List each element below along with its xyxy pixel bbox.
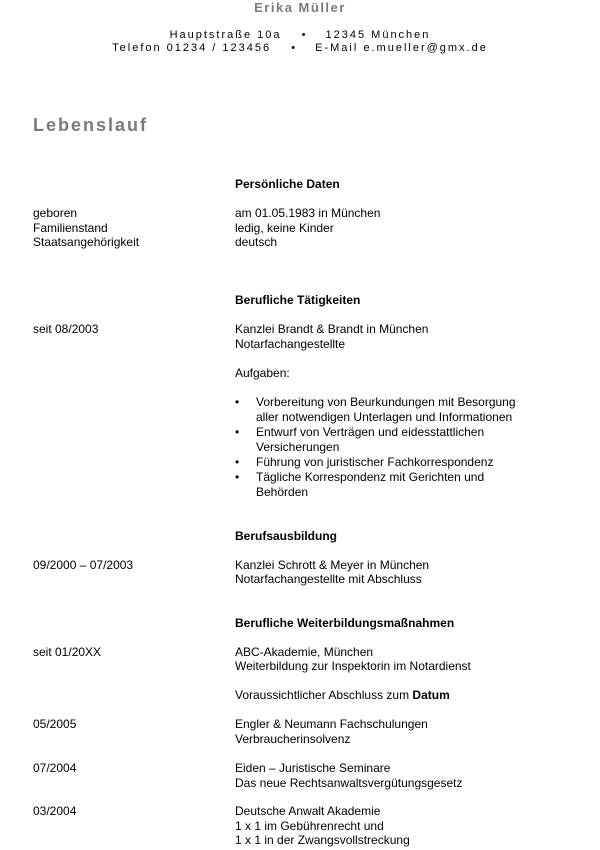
task-line: Behörden xyxy=(256,485,309,499)
training-line: Notarfachangestellte mit Abschluss xyxy=(235,572,422,586)
separator-dot: • xyxy=(291,42,296,54)
section-heading-personal: Persönliche Daten xyxy=(235,177,340,191)
further-line: Verbraucherinsolvenz xyxy=(235,732,351,746)
expected-prefix: Voraussichtlicher Abschluss zum xyxy=(235,688,413,702)
task-line: Vorbereitung von Beurkundungen mit Besorgung xyxy=(256,395,516,409)
further-date: seit 01/20XX xyxy=(33,645,102,659)
further-date: 05/2005 xyxy=(33,717,77,731)
training-line: Kanzlei Schrott & Meyer in München xyxy=(235,558,430,572)
further-line: Das neue Rechtsanwaltsvergütungsgesetz xyxy=(235,776,463,790)
document-title: Lebenslauf xyxy=(33,115,149,135)
work-employer: Kanzlei Brandt & Brandt in München xyxy=(235,322,429,336)
section-heading-training: Berufsausbildung xyxy=(235,529,338,543)
applicant-name: Erika Müller xyxy=(254,0,346,15)
training-date: 09/2000 – 07/2003 xyxy=(33,558,134,572)
bullet-icon: • xyxy=(235,470,240,484)
bullet-icon: • xyxy=(235,455,240,469)
personal-value: am 01.05.1983 in München xyxy=(235,206,381,220)
personal-value: ledig, keine Kinder xyxy=(235,221,334,235)
section-heading-work: Berufliche Tätigkeiten xyxy=(235,293,361,307)
expected-completion xyxy=(235,688,450,703)
further-date: 07/2004 xyxy=(33,761,77,775)
further-line: Weiterbildung zur Inspektorin im Notardienst xyxy=(235,659,471,673)
task-line: Führung von juristischer Fachkorrespondenz xyxy=(256,455,494,469)
further-line: ABC-Akademie, München xyxy=(235,645,374,659)
tasks-label: Aufgaben: xyxy=(235,366,290,380)
task-line: Versicherungen xyxy=(256,440,340,454)
work-position: Notarfachangestellte xyxy=(235,337,346,351)
address-line xyxy=(0,29,600,41)
further-line: Deutsche Anwalt Akademie xyxy=(235,804,381,818)
personal-label: Familienstand xyxy=(33,221,108,235)
street: Hauptstraße 10a xyxy=(169,29,282,41)
further-line: Eiden – Juristische Seminare xyxy=(235,761,391,775)
city: 12345 München xyxy=(325,29,431,41)
personal-value: deutsch xyxy=(235,235,278,249)
contact-line xyxy=(0,42,600,54)
separator-dot: • xyxy=(301,29,306,41)
further-date: 03/2004 xyxy=(33,804,77,818)
bullet-icon: • xyxy=(235,395,240,409)
task-line: Entwurf von Verträgen und eidesstattlichen xyxy=(256,425,485,439)
personal-label: geboren xyxy=(33,206,78,220)
bullet-icon: • xyxy=(235,425,240,439)
personal-label: Staatsangehörigkeit xyxy=(33,235,140,249)
further-line: 1 x 1 in der Zwangsvollstreckung xyxy=(235,833,410,847)
task-line: Tägliche Korrespondenz mit Gerichten und xyxy=(256,470,485,484)
expected-date: Datum xyxy=(412,688,450,702)
email: E-Mail e.mueller@gmx.de xyxy=(315,42,488,54)
section-heading-further: Berufliche Weiterbildungsmaßnahmen xyxy=(235,616,455,630)
task-line: aller notwendigen Unterlagen und Informationen xyxy=(256,410,513,424)
further-line: Engler & Neumann Fachschulungen xyxy=(235,717,428,731)
work-date: seit 08/2003 xyxy=(33,322,99,336)
phone: Telefon 01234 / 123456 xyxy=(112,42,272,54)
further-line: 1 x 1 im Gebührenrecht und xyxy=(235,819,384,833)
